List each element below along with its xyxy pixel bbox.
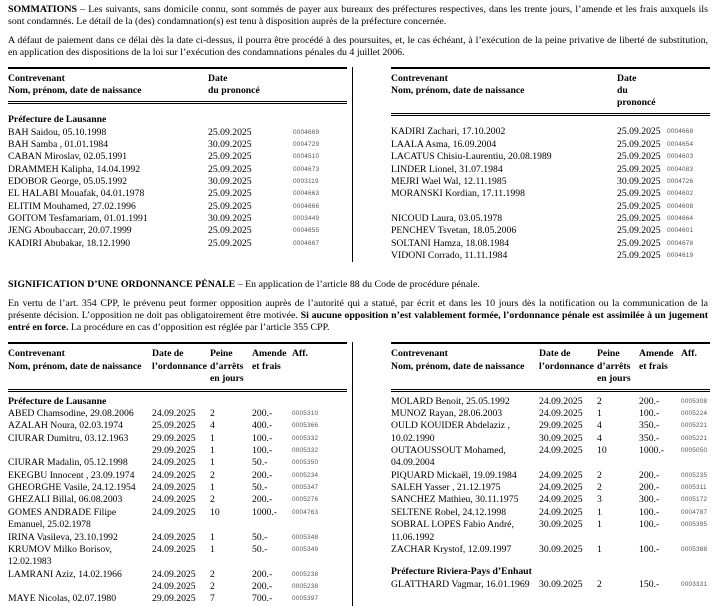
aff-cell: 0004673: [293, 165, 320, 173]
table-header: [391, 69, 710, 116]
aff-cell: 0005308: [681, 397, 708, 405]
amount-cell: 150.-: [639, 578, 660, 590]
date-cell: 24.09.2025: [152, 531, 196, 543]
table-body: [8, 392, 347, 606]
date-cell: 24.09.2025: [152, 543, 196, 555]
contrevenant-cell: GHEZALI Billal, 06.08.2003: [8, 494, 123, 506]
header-column: Contrevenant Nom, prénom, date de naissance: [8, 348, 142, 372]
date-cell: 25.09.2025: [617, 212, 661, 224]
date-cell: 30.09.2025: [208, 213, 252, 225]
contrevenant-cell: NICOUD Laura, 03.05.1978: [391, 212, 503, 224]
aff-cell: 0004667: [293, 239, 320, 247]
table-row: [8, 176, 347, 188]
amount-cell: 1000.-: [639, 445, 665, 457]
contrevenant-cell: SANCHEZ Mathieu, 30.11.1975: [391, 494, 519, 506]
contrevenant-cell: MOLARD Benoit, 25.05.1992: [391, 395, 510, 407]
contrevenant-cell: LAALA Asma, 16.09.2004: [391, 138, 497, 150]
aff-cell: 0004729: [293, 141, 320, 149]
days-cell: 1: [597, 543, 602, 555]
days-cell: 4 4: [597, 420, 602, 444]
contrevenant-cell: JENG Aboubaccarr, 20.07.1999: [8, 225, 132, 237]
date-cell: 24.09.2025: [539, 395, 583, 407]
table-row: [391, 238, 710, 250]
aff-cell: 0004602 0004608: [667, 190, 694, 210]
table-row: [391, 519, 710, 544]
days-cell: 2: [597, 395, 602, 407]
date-cell: 25.09.2025: [208, 126, 252, 138]
days-cell: 10: [210, 506, 220, 518]
date-cell: 24.09.2025: [539, 506, 583, 518]
amount-cell: 50.-: [252, 543, 268, 555]
table-row: [8, 201, 347, 213]
amount-cell: 100.-: [639, 543, 660, 555]
header-column: Contrevenant Nom, prénom, date de naissance: [391, 73, 525, 97]
header-column: Amende et frais: [252, 348, 287, 372]
header-column: Aff.: [292, 348, 308, 360]
days-cell: 10: [597, 445, 607, 457]
aff-cell: 0004669: [293, 128, 320, 136]
header-column: Contrevenant Nom, prénom, date de naissance: [391, 348, 525, 372]
date-cell: 30.09.2025: [208, 176, 252, 188]
aff-cell: 0004763: [292, 508, 319, 516]
table-row: [8, 151, 347, 163]
header-column: Aff.: [681, 348, 697, 360]
signification-intro-paragraph: [8, 279, 708, 291]
date-cell: 24.09.2025: [152, 469, 196, 481]
date-cell: 24.09.2025: [539, 408, 583, 420]
aff-cell: 0005276: [292, 496, 319, 504]
aff-cell: 0005388: [681, 545, 708, 553]
date-cell: 30.09.2025: [617, 175, 661, 187]
sommations-table-left: [8, 67, 347, 250]
date-cell: 25.09.2025: [617, 151, 661, 163]
table-row: [8, 433, 347, 458]
table-row: [391, 396, 710, 408]
days-cell: 3: [597, 494, 602, 506]
sommations-tables: [8, 67, 710, 262]
contrevenant-cell: GHEORGHE Vasile, 24.12.1954: [8, 482, 136, 494]
aff-cell: 0005234: [292, 471, 319, 479]
table-header: [8, 344, 347, 391]
aff-cell: 0004726: [667, 177, 694, 185]
aff-cell: 0005311: [681, 484, 707, 492]
aff-cell: 0004510: [293, 153, 320, 161]
table-row: [8, 482, 347, 494]
contrevenant-cell: OUTAOUSSOUT Mohamed, 04.09.2004: [391, 445, 506, 469]
aff-cell: 0004666: [293, 202, 320, 210]
contrevenant-cell: KADIRI Zachari, 17.10.2002: [391, 126, 506, 138]
table-row: [391, 250, 710, 262]
aff-cell: 0003331: [681, 580, 708, 588]
date-cell: 24.09.2025: [152, 506, 196, 518]
table-row: [8, 569, 347, 594]
days-cell: 1: [210, 457, 215, 469]
date-cell: 30.09.2025: [539, 578, 583, 590]
table-row: [391, 164, 710, 176]
contrevenant-cell: SOLTANI Hamza, 18.08.1984: [391, 237, 510, 249]
amount-cell: 200.- 200.-: [252, 568, 273, 592]
table-row: [8, 544, 347, 569]
date-cell: 25.09.2025: [152, 420, 196, 432]
aff-cell: 0005348: [292, 533, 319, 541]
contrevenant-cell: PIQUARD Mickaël, 19.09.1984: [391, 469, 517, 481]
amount-cell: 100.-: [639, 506, 660, 518]
date-cell: 25.09.2025: [208, 200, 252, 212]
contrevenant-cell: MUNOZ Rayan, 28.06.2003: [391, 408, 503, 420]
table-row: [391, 225, 710, 237]
contrevenant-cell: LACATUS Chisiu-Laurentiu, 20.08.1989: [391, 151, 552, 163]
sommations-intro-text: – Les suivants, sans domicile connu, sont sommés de payer aux bureaux des préfectures respectives, dans les trente jours, l’amende et les frais auxquels ils sont condamnés. Le détail de la (des) condamnation(s) est tenu à disposition auprès de la préfecture concernée.: [8, 4, 708, 28]
header-column: [667, 73, 710, 109]
date-cell: 24.09.2025: [539, 445, 583, 457]
aff-cell: 0003449: [293, 215, 320, 223]
amount-cell: 50.-: [252, 482, 268, 494]
table-row: [391, 126, 710, 138]
contrevenant-cell: VIDONI Corrado, 11.11.1984: [391, 249, 508, 261]
amount-cell: 200.-: [252, 469, 273, 481]
date-cell: 24.09.2025: [539, 469, 583, 481]
days-cell: 1: [210, 543, 215, 555]
table-row: [8, 507, 347, 532]
amount-cell: 200.-: [639, 482, 660, 494]
date-cell: 25.09.2025: [617, 249, 661, 261]
header-column: [293, 73, 347, 97]
header-column: Amende et frais: [639, 348, 674, 372]
amount-cell: 300.-: [639, 494, 660, 506]
contrevenant-cell: CIURAR Madalin, 05.12.1998: [8, 457, 128, 469]
amount-cell: 50.-: [252, 531, 268, 543]
date-cell: 29.09.2025 29.09.2025: [152, 432, 196, 457]
table-body: [391, 116, 710, 262]
amount-cell: 350.- 350.-: [639, 420, 660, 444]
contrevenant-cell: LINDER Lionel, 31.07.1984: [391, 163, 503, 175]
days-cell: 1 1: [210, 432, 215, 457]
amount-cell: 200.-: [639, 395, 660, 407]
date-cell: 29.09.2025: [152, 593, 196, 605]
date-cell: 29.09.2025 30.09.2025: [539, 420, 583, 444]
date-cell: 30.09.2025: [208, 139, 252, 151]
contrevenant-cell: GOITOM Tesfamariam, 01.01.1991: [8, 213, 148, 225]
opposition-text-before: En vertu de l’art. 354 CPP, le prévenu peut former opposition auprès de l’autorité qui a statué, par écrit et dans les 10 jours dès la notification ou la communication de la présente décision. L’opposition ne doit pas obligatoirement être motivée.: [8, 297, 708, 321]
date-cell: 25.09.2025: [208, 151, 252, 163]
aff-cell: 0004654: [667, 140, 694, 148]
table-row: [8, 470, 347, 482]
header-column: Peine d’arrêts en jours: [597, 348, 631, 384]
contrevenant-cell: SELTENE Robel, 24.12.1998: [391, 506, 507, 518]
days-cell: 4: [210, 420, 215, 432]
table-row: [8, 457, 347, 469]
days-cell: 2: [597, 482, 602, 494]
contrevenant-cell: MEJRI Wael Wal, 12.11.1985: [391, 175, 507, 187]
contrevenant-cell: ZACHAR Krystof, 12.09.1997: [391, 543, 512, 555]
prefecture-section-label: Préfecture de Lausanne: [8, 395, 107, 407]
date-cell: 24.09.2025: [152, 494, 196, 506]
table-row: [391, 420, 710, 445]
signification-tables: [8, 342, 710, 605]
contrevenant-cell: BAH Saidou, 05.10.1998: [8, 126, 107, 138]
table-row: [8, 593, 347, 605]
amount-cell: 200.-: [252, 494, 273, 506]
days-cell: 1: [210, 482, 215, 494]
table-row: [8, 408, 347, 420]
table-row: [391, 176, 710, 188]
contrevenant-cell: ELITIM Mouhamed, 27.02.1996: [8, 200, 136, 212]
contrevenant-cell: EKEGBU Innocent , 23.09.1974: [8, 469, 135, 481]
table-row: [391, 151, 710, 163]
table-row: [8, 164, 347, 176]
days-cell: 7: [210, 593, 215, 605]
date-cell: 25.09.2025: [208, 163, 252, 175]
sommations-section: [8, 4, 710, 59]
date-cell: 24.09.2025: [152, 482, 196, 494]
days-cell: 2 2: [210, 568, 215, 592]
date-cell: 25.09.2025: [208, 225, 252, 237]
aff-cell: 0004603: [667, 153, 694, 161]
amount-cell: 100.-: [639, 408, 660, 420]
header-column: Contrevenant Nom, prénom, date de naissance: [8, 73, 142, 97]
date-cell: 25.09.2025: [617, 138, 661, 150]
aff-cell: 0005332 0005332: [292, 434, 319, 455]
contrevenant-cell: AZALAH Noura, 02.03.1974: [8, 420, 123, 432]
date-cell: 24.09.2025: [152, 457, 196, 469]
aff-cell: 0004619: [667, 251, 694, 259]
opposition-text-bold: Si aucune opposition n’est valablement formée, l’ordonnance pénale est assimilée à un jugement entré en force.: [8, 309, 708, 334]
prefecture-section-label: Préfecture Riviera-Pays d’Enhaut: [391, 566, 532, 578]
table-row: [391, 188, 710, 213]
amount-cell: 50.-: [252, 457, 268, 469]
aff-cell: 0005397: [292, 595, 319, 603]
aff-cell: 0005221 0005221: [681, 422, 708, 442]
table-row: [391, 482, 710, 494]
table-body: [391, 392, 710, 591]
days-cell: 2: [210, 469, 215, 481]
table-row: [391, 445, 710, 470]
contrevenant-cell: LAMRANI Aziz, 14.02.1966: [8, 568, 122, 580]
contrevenant-cell: EL HALABI Mouafak, 04.01.1978: [8, 188, 145, 200]
aff-cell: 0003119: [293, 178, 319, 186]
table-row: [391, 544, 710, 556]
amount-cell: 200.-: [639, 469, 660, 481]
table-row: [8, 532, 347, 544]
days-cell: 1: [597, 408, 602, 420]
contrevenant-cell: GLATTHARD Vagmar, 16.01.1969: [391, 578, 530, 590]
table-row: [391, 579, 710, 591]
prefecture-section-label: Préfecture de Lausanne: [8, 114, 107, 126]
amount-cell: 700.-: [252, 593, 273, 605]
sommations-table-right: [391, 67, 710, 262]
date-cell: 25.09.2025: [208, 188, 252, 200]
date-cell: 30.09.2025: [539, 543, 583, 555]
contrevenant-cell: ABED Chamsodine, 29.08.2006: [8, 408, 134, 420]
header-column: Date du prononcé: [617, 73, 656, 109]
table-row: [391, 408, 710, 420]
table-row: [8, 494, 347, 506]
aff-cell: 0004663: [293, 190, 320, 198]
contrevenant-cell: GOMES ANDRADE Filipe Emanuel, 25.02.1978: [8, 506, 117, 531]
aff-cell: 0004083: [667, 165, 694, 173]
aff-cell: 0005349: [292, 545, 319, 553]
table-row: [391, 507, 710, 519]
contrevenant-cell: DRAMMEH Kalipha, 14.04.1992: [8, 163, 141, 175]
table-row: [391, 213, 710, 225]
table-row: [8, 225, 347, 237]
contrevenant-cell: BAH Samba , 01.01.1984: [8, 139, 109, 151]
date-cell: 25.09.2025: [617, 126, 661, 138]
days-cell: 2: [597, 469, 602, 481]
contrevenant-cell: CIURAR Dumitru, 03.12.1963: [8, 432, 129, 444]
days-cell: 2: [597, 578, 602, 590]
date-cell: 25.09.2025 25.09.2025: [617, 188, 661, 212]
opposition-text-after: La procédure en cas d’opposition est réglée par l’article 355 CPP.: [68, 322, 330, 334]
contrevenant-cell: SOBRAL LOPES Fabio André, 11.06.1992: [391, 519, 514, 543]
contrevenant-cell: IRINA Vasileva, 23.10.1992: [8, 531, 118, 543]
contrevenant-cell: KRUMOV Milko Borisov, 12.02.1983: [8, 543, 112, 568]
date-cell: 30.09.2025: [539, 519, 583, 531]
aff-cell: 0005172: [681, 496, 708, 504]
contrevenant-cell: EDOBOR George, 05.05.1992: [8, 176, 128, 188]
aff-cell: 0005224: [681, 410, 708, 418]
aff-cell: 0004668: [667, 128, 694, 136]
aff-cell: 0005050: [681, 447, 708, 455]
table-row: [8, 127, 347, 139]
table-row: [8, 213, 347, 225]
table-row: [8, 420, 347, 432]
table-body: [8, 104, 347, 250]
aff-cell: 0004601: [667, 227, 694, 235]
amount-cell: 100.- 100.-: [252, 432, 273, 457]
amount-cell: 400.-: [252, 420, 273, 432]
amount-cell: 100.-: [639, 519, 660, 531]
aff-cell: 0005366: [292, 422, 319, 430]
table-header: [8, 69, 347, 104]
aff-cell: 0004678: [667, 239, 694, 247]
aff-cell: 0005347: [292, 484, 319, 492]
days-cell: 1: [597, 506, 602, 518]
aff-cell: 0005395: [681, 521, 708, 529]
signification-intro-text: – En application de l’article 88 du Code de procédure pénale.: [235, 279, 480, 291]
sommations-title: SOMMATIONS: [8, 4, 77, 15]
aff-cell: 0005235: [681, 471, 708, 479]
contrevenant-cell: KADIRI Abubakar, 18.12.1990: [8, 237, 131, 249]
table-header: [391, 344, 710, 391]
date-cell: 24.09.2025: [152, 408, 196, 420]
aff-cell: 0005238 0005238: [292, 570, 319, 590]
header-column: Peine d’arrêts en jours: [210, 348, 244, 384]
table-row: [391, 139, 710, 151]
signification-opposition-paragraph: [8, 298, 708, 335]
date-cell: 24.09.2025 24.09.2025: [152, 568, 196, 592]
date-cell: 24.09.2025: [539, 482, 583, 494]
amount-cell: 200.-: [252, 408, 273, 420]
contrevenant-cell: SALEH Yasser , 21.12.1975: [391, 482, 501, 494]
days-cell: 2: [210, 408, 215, 420]
header-column: Date de l’ordonnance: [152, 348, 207, 372]
days-cell: 2: [210, 494, 215, 506]
contrevenant-cell: PENCHEV Tsvetan, 18.05.2006: [391, 225, 517, 237]
table-row: [391, 494, 710, 506]
aff-cell: 0004664: [667, 214, 694, 222]
contrevenant-cell: OULD KOUIDER Abdelaziz , 10.02.1990: [391, 420, 510, 444]
header-column: Date de l’ordonnance: [539, 348, 594, 372]
contrevenant-cell: CABAN Miroslav, 02.05.1991: [8, 151, 128, 163]
table-row: [8, 238, 347, 250]
signification-table-left: [8, 342, 347, 605]
aff-cell: 0004655: [293, 227, 320, 235]
aff-cell: 0004787: [681, 508, 708, 516]
sommations-intro-paragraph: [8, 4, 708, 29]
table-row: [8, 139, 347, 151]
table-row: [391, 470, 710, 482]
amount-cell: 1000.-: [252, 506, 278, 518]
signification-section: [8, 279, 710, 334]
date-cell: 25.09.2025: [617, 163, 661, 175]
days-cell: 1: [597, 519, 602, 531]
table-row: [8, 188, 347, 200]
contrevenant-cell: MAYE Nicolas, 02.07.1980: [8, 593, 117, 605]
date-cell: 25.09.2025: [208, 237, 252, 249]
contrevenant-cell: MORANSKI Kordian, 17.11.1998: [391, 188, 525, 200]
header-column: Date du prononcé: [208, 73, 260, 97]
aff-cell: 0005350: [292, 459, 319, 467]
date-cell: 24.09.2025: [539, 494, 583, 506]
days-cell: 1: [210, 531, 215, 543]
sommations-default-paragraph: A défaut de paiement dans ce délai dès la date ci-dessus, il pourra être procédé à des poursuites, et, le cas échéant, à l’exécution de la peine privative de liberté de substitution, en application des dispositions de la loi sur l’exécution des condamnations pénales du 4 juillet 2006.: [8, 34, 708, 58]
aff-cell: 0005310: [292, 410, 319, 418]
date-cell: 25.09.2025: [617, 237, 661, 249]
date-cell: 25.09.2025: [617, 225, 661, 237]
signification-table-right: [391, 342, 710, 590]
signification-title: SIGNIFICATION D’UNE ORDONNANCE PÉNALE: [8, 279, 236, 291]
